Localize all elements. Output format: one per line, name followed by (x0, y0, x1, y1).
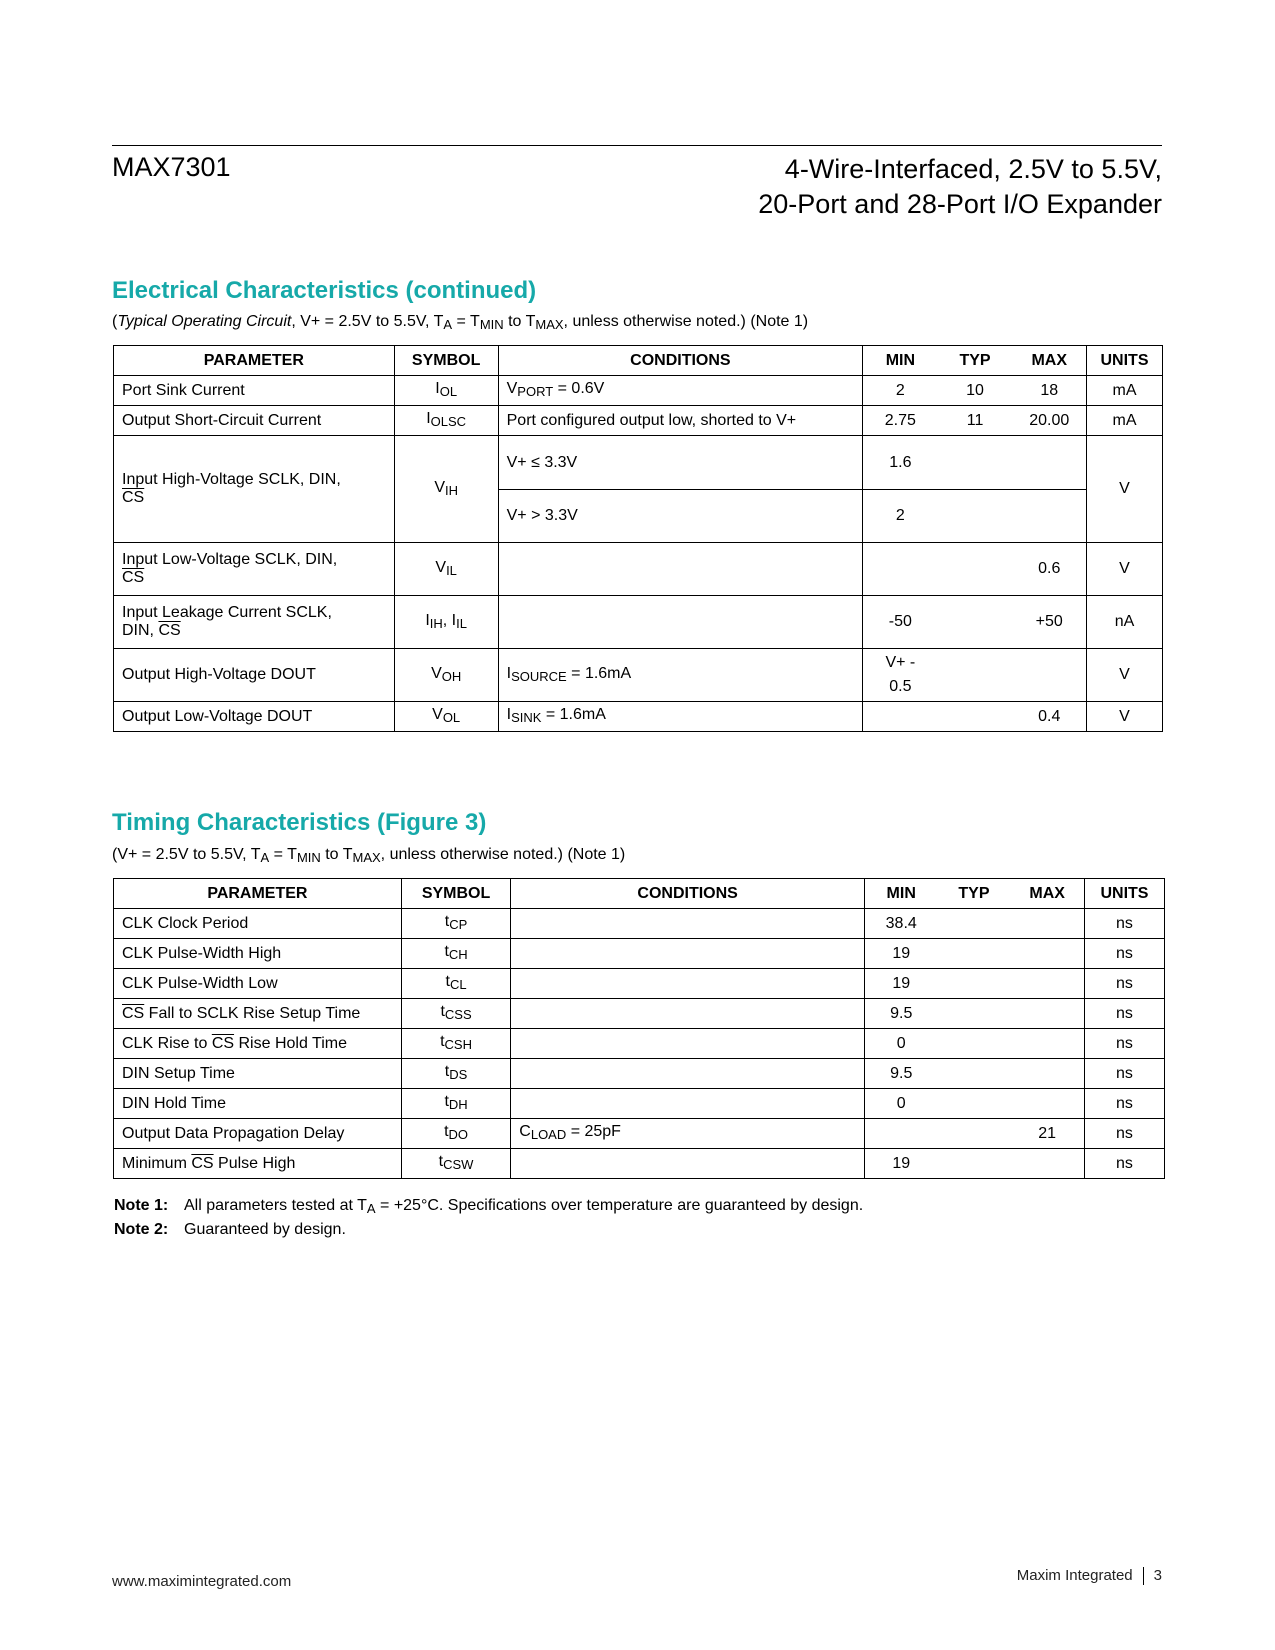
min-cell: 19 (864, 1149, 937, 1179)
table-row (114, 1119, 1165, 1149)
footer-brand (1017, 1567, 1162, 1585)
table-row (114, 999, 1165, 1029)
conditions-cell (511, 939, 865, 969)
units-cell: ns (1084, 1149, 1164, 1179)
footer-url[interactable]: www.maximintegrated.com (112, 1573, 292, 1590)
min-cell: 9.5 (864, 999, 937, 1029)
param-cell: CLK Pulse-Width High (114, 939, 402, 969)
max-cell (1010, 969, 1084, 999)
table-row (114, 1149, 1165, 1179)
table-header-row (114, 346, 1163, 376)
min-cell (864, 1119, 937, 1149)
conditions-cell (511, 1089, 865, 1119)
col-symbol: SYMBOL (401, 879, 510, 909)
col-units: UNITS (1084, 879, 1164, 909)
part-number: MAX7301 (112, 152, 231, 182)
param-cell: CLK Pulse-Width Low (114, 969, 402, 999)
timing-table (113, 878, 1165, 1179)
max-cell (1010, 909, 1084, 939)
table-row (114, 1089, 1165, 1119)
max-cell (1010, 939, 1084, 969)
symbol-cell: $t_{CL}$ (401, 969, 510, 999)
units-cell: ns (1084, 1089, 1164, 1119)
timing-conditions: (V+ = 2.5V to 5.5V, $T_A = T_{MIN}$ to $T_{MAX}$, unless otherwise noted.) (Note 1) (112, 846, 626, 865)
symbol-cell: $t_{CSW}$ (401, 1149, 510, 1179)
table-row (114, 909, 1165, 939)
typ-cell (937, 1029, 1010, 1059)
typ-cell (937, 1089, 1010, 1119)
max-cell (1010, 1149, 1084, 1179)
min-cell: 38.4 (864, 909, 937, 939)
note-2: Note 2: Guaranteed by design. (114, 1221, 346, 1238)
electrical-section-title: Electrical Characteristics (continued) (112, 277, 537, 304)
table-row (114, 1029, 1165, 1059)
table-row: Input High-Voltage SCLK, DIN, $\overline{CS}$ $V_{IH}$ V+ ≤ 3.3V 1.6 V (114, 436, 1163, 490)
col-typ: TYP (938, 346, 1013, 376)
col-conditions: CONDITIONS (511, 879, 865, 909)
min-cell: 9.5 (864, 1059, 937, 1089)
col-symbol: SYMBOL (394, 346, 498, 376)
col-typ: TYP (937, 879, 1010, 909)
col-max: MAX (1013, 346, 1087, 376)
units-cell: ns (1084, 1029, 1164, 1059)
typ-cell (937, 1119, 1010, 1149)
units-cell: ns (1084, 909, 1164, 939)
min-cell: 0 (864, 1089, 937, 1119)
min-cell: 0 (864, 1029, 937, 1059)
col-parameter: PARAMETER (114, 346, 395, 376)
footer-divider (1143, 1567, 1144, 1585)
col-max: MAX (1010, 879, 1084, 909)
symbol-cell: $t_{DS}$ (401, 1059, 510, 1089)
param-cell: CLK Clock Period (114, 909, 402, 939)
units-cell: ns (1084, 939, 1164, 969)
param-cell: $\overline{CS}$ Fall to SCLK Rise Setup Time (114, 999, 402, 1029)
table-row: Input Low-Voltage SCLK, DIN, $\overline{CS}$ $V_{IL}$ 0.6 V (114, 543, 1163, 596)
conditions-cell (511, 909, 865, 939)
typ-cell (937, 999, 1010, 1029)
note-1: Note 1: All parameters tested at $T_A = +25^\circ C$. Specifications over temperature are guaranteed by design. (114, 1197, 864, 1216)
typ-cell (937, 1059, 1010, 1089)
symbol-cell: $t_{CSH}$ (401, 1029, 510, 1059)
col-min: MIN (863, 346, 938, 376)
max-cell (1010, 999, 1084, 1029)
conditions-cell (511, 969, 865, 999)
max-cell (1010, 1029, 1084, 1059)
brand-name: Maxim Integrated (1016, 1567, 1133, 1584)
typ-cell (937, 939, 1010, 969)
notes (114, 1195, 863, 1240)
typ-cell (937, 1149, 1010, 1179)
timing-section-title: Timing Characteristics (Figure 3) (112, 809, 487, 836)
electrical-conditions: (Typical Operating Circuit, V+ = 2.5V to 5.5V, $T_A = T_{MIN}$ to $T_{MAX}$, unless otherwise noted.) (Note 1) (112, 313, 809, 332)
table-row: V+ > 3.3V 2 (114, 490, 1163, 543)
table-row (114, 969, 1165, 999)
typ-cell (937, 909, 1010, 939)
conditions-cell (511, 1059, 865, 1089)
min-cell: 19 (864, 969, 937, 999)
title-line-1: 4-Wire-Interfaced, 2.5V to 5.5V, (784, 154, 1162, 184)
symbol-cell: $t_{CH}$ (401, 939, 510, 969)
table-header-row (114, 879, 1165, 909)
table-row: Output Low-Voltage DOUT $V_{OL}$ $I_{SINK} = 1.6mA$ 0.4 V (114, 702, 1163, 732)
electrical-table (113, 345, 1163, 732)
param-cell: DIN Hold Time (114, 1089, 402, 1119)
table-row: Output High-Voltage DOUT $V_{OH}$ $I_{SOURCE} = 1.6mA$ V+ - 0.5 V (114, 649, 1163, 702)
title-line-2: 20-Port and 28-Port I/O Expander (758, 189, 1162, 219)
conditions-cell: $C_{LOAD} = 25pF$ (511, 1119, 865, 1149)
symbol-cell: $t_{CSS}$ (401, 999, 510, 1029)
param-cell: CLK Rise to $\overline{CS}$ Rise Hold Time (114, 1029, 402, 1059)
table-row (114, 1059, 1165, 1089)
col-conditions: CONDITIONS (498, 346, 863, 376)
param-cell: Output Data Propagation Delay (114, 1119, 402, 1149)
conditions-cell (511, 999, 865, 1029)
table-row: Input Leakage Current SCLK, DIN, $\overline{CS}$ $I_{IH}$, $I_{IL}$ -50 +50 nA (114, 596, 1163, 649)
max-cell: 21 (1010, 1119, 1084, 1149)
symbol-cell: $t_{DO}$ (401, 1119, 510, 1149)
max-cell (1010, 1059, 1084, 1089)
symbol-cell: $t_{DH}$ (401, 1089, 510, 1119)
conditions-cell (511, 1029, 865, 1059)
units-cell: ns (1084, 999, 1164, 1029)
document-title (758, 152, 1162, 222)
units-cell: ns (1084, 969, 1164, 999)
conditions-cell (511, 1149, 865, 1179)
col-min: MIN (864, 879, 937, 909)
min-cell: 19 (864, 939, 937, 969)
units-cell: ns (1084, 1059, 1164, 1089)
typ-cell (937, 969, 1010, 999)
units-cell: ns (1084, 1119, 1164, 1149)
table-row: Output Short-Circuit Current $I_{OLSC}$ Port configured output low, shorted to V+ 2.75 11 20.00 mA (114, 406, 1163, 436)
page-number: 3 (1153, 1567, 1162, 1584)
col-units: UNITS (1086, 346, 1162, 376)
header-rule (112, 145, 1162, 146)
max-cell (1010, 1089, 1084, 1119)
table-row (114, 939, 1165, 969)
col-parameter: PARAMETER (114, 879, 402, 909)
param-cell: Minimum $\overline{CS}$ Pulse High (114, 1149, 402, 1179)
table-row: Port Sink Current $I_{OL}$ $V_{PORT} = 0.6V$ 2 10 18 mA (114, 376, 1163, 406)
param-cell: DIN Setup Time (114, 1059, 402, 1089)
symbol-cell: $t_{CP}$ (401, 909, 510, 939)
